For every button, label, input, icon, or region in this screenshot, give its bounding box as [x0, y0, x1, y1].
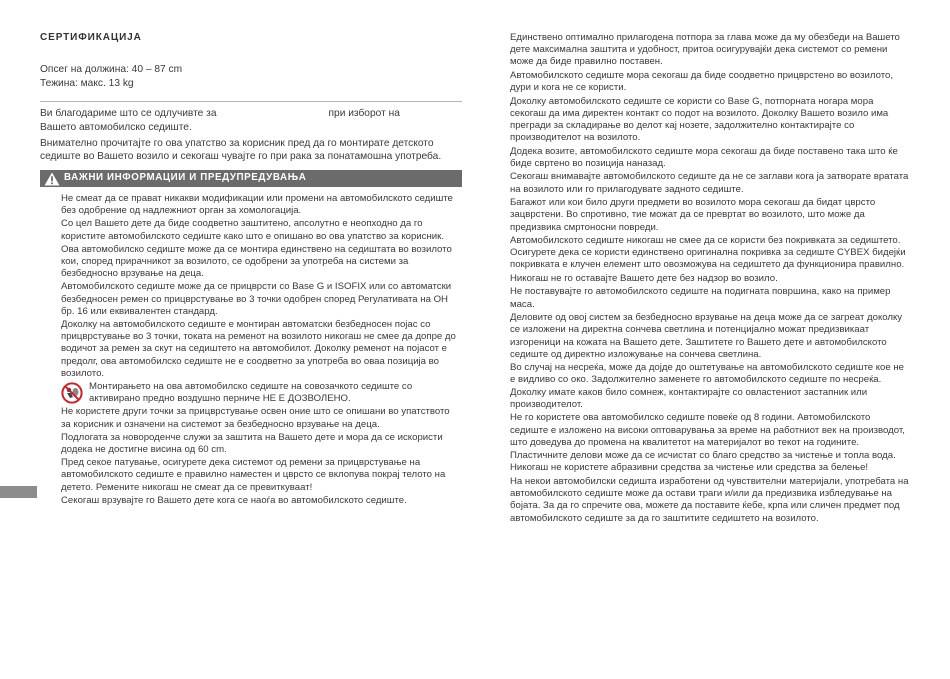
thanks-text-a: Ви благодариме што се одлучивте за	[40, 108, 217, 120]
length-range: Опсег на должина: 40 – 87 cm	[40, 64, 183, 76]
list-item: Багажот или кои било други предмети во возилото мора секогаш да бидат цврсто зацврстени. Во спротивно, тие можат да се превртат во возилото, што може да предизвика смртоносни повреди.	[510, 197, 876, 233]
list-item: Доколку на автомобилското седиште е монтиран автоматски безбедносен појас со прицврстување во 3 точки, токата на ременот на возилото никогаш не смее да допре до водичот за ремен за скут на седиштето на автомобилот. Доколку ременот на појасот е предолг, ова автомобилско седиште не е соодветно за употреба во оваа позиција во возилото.	[61, 319, 456, 379]
warning-header-text: ВАЖНИ ИНФОРМАЦИИ И ПРЕДУПРЕДУВАЊА	[64, 172, 307, 184]
list-item: Доколку автомобилското седиште се користи со Base G, потпорната ногара мора секогаш да има директен контакт со подот на возилото. Доколку Вашето возило има прегради за складирање во делот кај нозете, задолжително контактирајте со производителот на возилото.	[510, 95, 889, 144]
list-item: Единствено оптимално прилагодена потпора за глава може да му обезбеди на Вашето дете максимална заштита и удобност, притоа осигурувајќи дека системот со ремени може да биде правилно поставен.	[510, 32, 900, 68]
list-item: Автомобилското седиште може да се прицврсти со Base G и ISOFIX или со автоматски безбедносен ремен со прицврстување во 3 точки одобрен според Регулативата на ОН бр. 16 или еквивалентен стандард.	[61, 281, 452, 317]
intro	[40, 107, 462, 164]
left-column	[40, 32, 462, 508]
list-item: Не поставувајте го автомобилското седиште на подигната површина, како на пример маса.	[510, 286, 891, 310]
airbag-warning	[61, 381, 462, 406]
list-item: Секогаш внимавајте автомобилското седиште да не се заглави кога ја затворате вратата на возилото или го прилагодувате задното седиште.	[510, 171, 909, 195]
list-item: Со цел Вашето дете да биде соодветно заштитено, апсолутно е неопходно да го користите автомобилското седиште како што е опишано во ова упатство за корисник.	[61, 218, 444, 242]
right-column	[510, 32, 910, 526]
list-item: На некои автомобилски седишта изработени од чувствителни материјали, употребата на автомобилското седиште може да остави траги и/или да предизвика избледување на бојата. За да го спречите ова, можете да поставите ќебе, крпа или сличен предмет под автомобилското седиште за да го заштитите седиштето на возилото.	[510, 475, 909, 524]
list-item: Ова автомобилско седиште може да се монтира единствено на седиштата во возилото кои, според прирачникот за возилото, се одобрени за употреба на системи за безбедносно врзување на деца.	[61, 243, 452, 280]
page-side-tab	[0, 486, 37, 498]
thanks-text-c: Вашето автомобилско седиште.	[40, 121, 192, 133]
list-item: Секогаш врзувајте го Вашето дете кога се наоѓа во автомобилското седиште.	[61, 494, 407, 506]
weight-limit: Тежина: макс. 13 kg	[40, 78, 134, 90]
list-item: Пред секое патување, осигурете дека системот од ремени за прицврстување на автомобилското седиште е правилно наместен и цврсто се вклопува покрај телото на детето. Ремените никогаш не смеат да се превиткуваат!	[61, 457, 446, 493]
list-item: Автомобилското седиште никогаш не смее да се користи без покривката за седиштето. Осигурете дека се користи единствено оригинална покривка за седиште CYBEX бидејќи покривката е клучен елемент што овозможува на седиштето да функционира правилно.	[510, 235, 906, 271]
thanks-text-b: при изборот на	[328, 108, 400, 120]
list-item: Никогаш не го оставајте Вашето дете без надзор во возило.	[510, 272, 778, 284]
list-item: Подлогата за новороденче служи за заштита на Вашето дете и мора да се искористи додека не достигне висина од 60 cm.	[61, 431, 443, 456]
warning-header-bar	[40, 170, 462, 187]
warning-list	[40, 193, 462, 507]
list-item: Не користете други точки за прицврстување освен оние што се опишани во упатството за корисник и означени на системот за безбедносно врзување на деца.	[61, 406, 450, 430]
list-item: Додека возите, автомобилското седиште мора секогаш да биде поставено така што ќе биде свртено во позиција наназад.	[510, 145, 898, 169]
list-item: Во случај на несреќа, може да дојде до оштетување на автомобилското седиште кое не е видливо со око. Задолжително заменете го автомобилското седиште по несреќа. Доколку имате каков било сомнеж, контактирајте со овластениот застапник или производителот.	[510, 362, 905, 410]
no-airbag-icon	[61, 382, 83, 404]
list-item: Не го користете ова автомобилско седиште повеќе од 8 години. Автомобилското седиште е изложено на високи оптоварувања за време на работниот век на производот, што доведува до промена на квалитетот на материјалот во текот на годините.	[510, 412, 905, 448]
list-item: Автомобилското седиште мора секогаш да биде соодветно прицврстено во возилото, дури и кога не се користи.	[510, 69, 894, 94]
warning-triangle-icon	[44, 172, 60, 186]
divider	[40, 101, 462, 102]
airbag-note: Монтирањето на ова автомобилско седиште на совозачкото седиште со активирано предно воздушно перниче НЕ Е ДОЗВОЛЕНО.	[89, 381, 413, 405]
section-title: СЕРТИФИКАЦИЈА	[40, 32, 142, 43]
list-item: Не смеат да се прават никакви модификации или промени на автомобилското седиште без одобрение од надлежниот орган за хомологација.	[61, 193, 453, 217]
thanks-paragraph	[40, 107, 462, 134]
list-item: Деловите од овој систем за безбедносно врзување на деца може да се загреат доколку се изложени на директна сончева светлина и потенцијално можат предизвикаат изгореници на кожата на Вашето дете. Заштитете го Вашето дете и автомобилското седиште од директно изложување на сончева светлина.	[510, 312, 903, 360]
list-item: Пластичните делови може да се исчистат со благо средство за чистење и топла вода. Никогаш не користете абразивни средства за чистење или средства за белење!	[510, 450, 896, 474]
read-carefully-paragraph: Внимателно прочитајте го ова упатство за корисник пред да го монтирате детското седиште во Вашето возило и секогаш чувајте го при рака за понатамошна употреба.	[40, 137, 442, 163]
